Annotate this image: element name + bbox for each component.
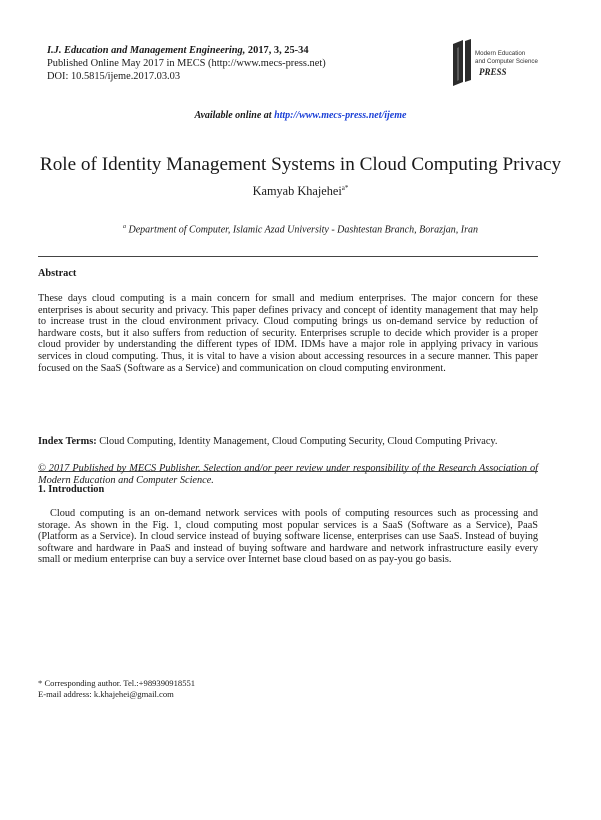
published-line: Published Online May 2017 in MECS (http://www.mecs-press.net) <box>47 58 326 69</box>
author-name: Kamyab Khajehei <box>252 184 342 199</box>
copyright-notice: © 2017 Published by MECS Publisher. Selection and/or peer review under responsibility of the Research Association of Modern Education and Computer Science. <box>38 463 538 486</box>
affiliation-line <box>0 224 601 235</box>
journal-volume: 2017, 3, 25-34 <box>245 45 309 56</box>
logo-line1: Modern Education <box>475 50 526 57</box>
divider-top <box>38 256 538 257</box>
introduction-text: Cloud computing is an on-demand network services with pools of computing resources such as processing and storage. As shown in the Fig. 1, cloud computing most popular services is a SaaS (Software as a Service), PaaS (Platform as a Service). In cloud service instead of buying software license, enterprises can use SaaS. Instead of buying software and hardware in PaaS and instead of buying software and hardware and network infrastructure easily every small or medium enterprise can buy a service over Internet base cloud based on as pay-you go basis. <box>38 508 538 566</box>
abstract-heading: Abstract <box>38 268 77 279</box>
index-terms-label: Index Terms: <box>38 436 97 447</box>
abstract-text: These days cloud computing is a main concern for small and medium enterprises. The major concern for these enterprises is about security and privacy. This paper defines privacy and concept of identity management that may help to increase trust in the cloud environment privacy. Cloud computing brings us on-demand service by reduction of hardware costs, but it also suffers from reduction of security. Enterprises scruple to decide which provider is a proper cloud provider by understanding the different types of IDM. IDMs have a major role in applying privacy in various services in cloud computing. Thus, it is vital to have a vision about accessing resources in a secure manner. This paper focused on the SaaS (Software as a Service) and communication on cloud computing environment. <box>38 293 538 374</box>
paper-title: Role of Identity Management Systems in Cloud Computing Privacy <box>39 154 562 175</box>
index-terms <box>38 436 538 447</box>
doi-line: DOI: 10.5815/ijeme.2017.03.03 <box>47 71 181 82</box>
divider-bottom <box>38 471 538 472</box>
book-stack-icon <box>449 38 545 88</box>
introduction-heading: 1. Introduction <box>38 484 105 495</box>
mecs-press-logo <box>449 38 545 88</box>
logo-press: PRESS <box>479 67 507 77</box>
email-address: E-mail address: k.khajehei@gmail.com <box>38 689 174 699</box>
index-terms-text: Cloud Computing, Identity Management, Cloud Computing Security, Cloud Computing Privacy. <box>96 436 498 447</box>
logo-line2: and Computer Science <box>475 58 538 65</box>
availability-prefix: Available online at <box>194 110 275 121</box>
journal-name: I.J. Education and Management Engineering, <box>47 45 246 56</box>
availability-line <box>0 110 601 121</box>
footnote <box>38 678 195 700</box>
author-line <box>0 184 601 199</box>
affiliation-mark: a <box>122 224 126 230</box>
affiliation-text: Department of Computer, Islamic Azad University - Dashtestan Branch, Borazjan, Iran <box>125 224 478 236</box>
journal-header <box>47 44 326 83</box>
corresponding-author: * Corresponding author. Tel.:+989390918551 <box>38 678 196 688</box>
journal-link[interactable]: http://www.mecs-press.net/ijeme <box>274 110 407 121</box>
author-mark: a* <box>341 184 349 192</box>
